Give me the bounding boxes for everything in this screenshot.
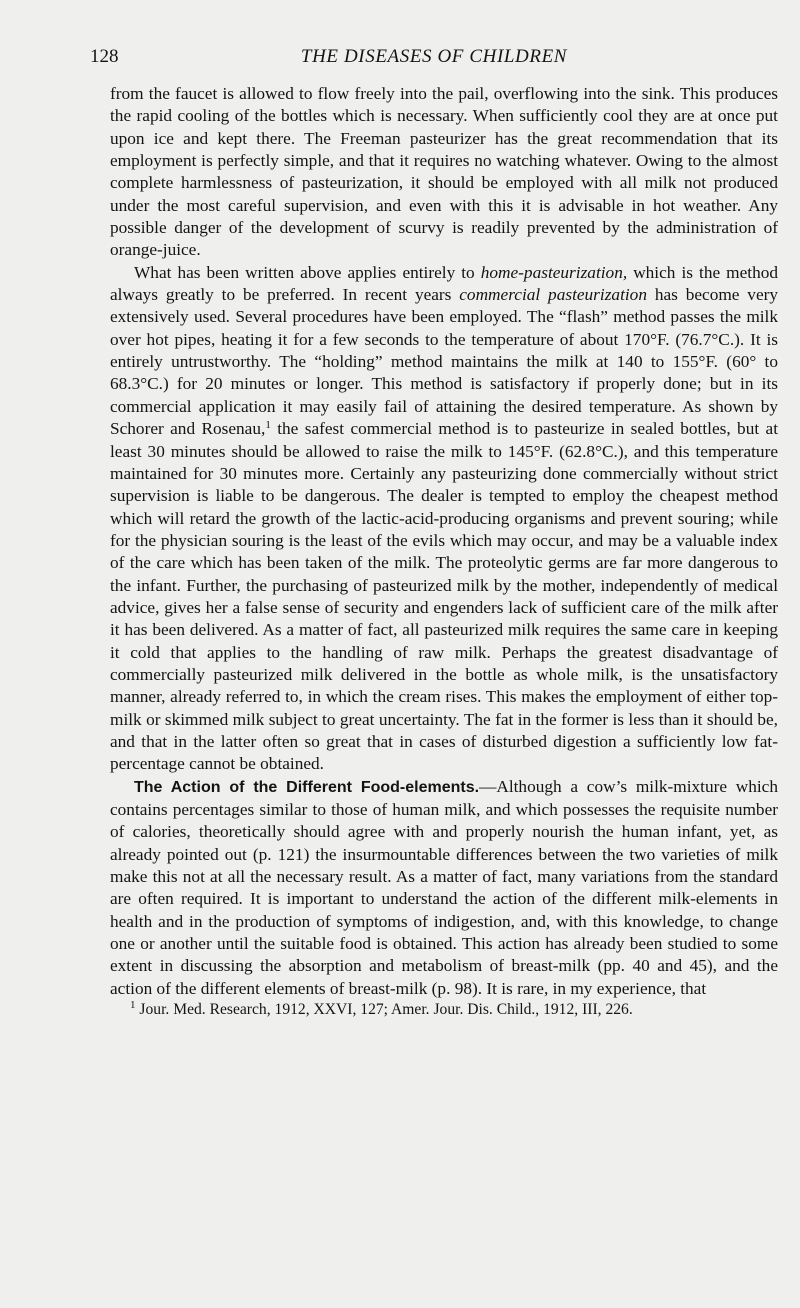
running-head: THE DISEASES OF CHILDREN <box>300 46 568 67</box>
paragraph-text: —Although a cow’s milk-mixture which contains percentages similar to those of human milk, and which possesses the requisite number of calories, theoretically should agree with and properly nourish the human infant, yet, as already pointed out (p. 121) the insurmountable differences between the two varieties of milk make this not at all the necessary result. As a matter of fact, many variations from the standard are often required. It is important to understand the action of the different milk-elements in health and in the production of symptoms of indigestion, and, with this knowledge, to change one or another until the suitable food is obtained. This action has already been studied to some extent in discussing the absorption and metabolism of breast-milk (pp. 40 and 45), and the action of the different elements of breast-milk (p. 98). It is rare, in my experience, that <box>110 776 778 998</box>
body-text <box>110 83 778 1020</box>
paragraph-continuation: from the faucet is allowed to flow freely into the pail, overflowing into the sink. This produces the rapid cooling of the bottles which is necessary. When sufficiently cool they are at once put upon ice and kept there. The Freeman pasteurizer has the great recommendation that its employment is perfectly simple, and that it requires no watching whatever. Owing to the almost complete harmlessness of pasteurization, it should be employed with all milk not produced under the most careful supervision, and even with this it is advisable in hot weather. Any possible danger of the development of scurvy is readily prevented by the administration of orange-juice. <box>110 84 778 260</box>
footnote <box>110 1000 778 1020</box>
paragraph-pasteurization <box>110 262 778 776</box>
page-header <box>90 46 778 74</box>
emphasis-commercial-pasteurization: commercial pasteurization <box>459 285 647 305</box>
footnote-reference: 1 <box>265 419 271 432</box>
section-heading: The Action of the Different Food-elements. <box>134 778 480 796</box>
paragraph-food-elements <box>110 776 778 1000</box>
emphasis-home-pasteurization: home-pasteurization, <box>480 262 628 282</box>
paragraph-text: which is the method always greatly to be preferred. In recent years <box>110 262 778 305</box>
footnote-marker: 1 <box>130 999 136 1012</box>
page-number: 128 <box>90 46 119 67</box>
paragraph-text: What has been written above applies entirely to <box>134 262 481 282</box>
footnote-text: Jour. Med. Research, 1912, XXVI, 127; Amer. Jour. Dis. Child., 1912, III, 226. <box>139 1001 633 1019</box>
paragraph-text: the safest commercial method is to pasteurize in sealed bottles, but at least 30 minutes should be allowed to raise the milk to 145°F. (62.8°C.), and this temperature maintained for 30 minutes more. Certainly any pasteurizing done commercially without strict supervision is liable to be dangerous. The dealer is tempted to employ the cheapest method which will retard the growth of the lactic-acid-producing organisms and prevent souring; while for the physician souring is the least of the evils which may occur, and may be a valuable index of the care which has been taken of the milk. The proteolytic germs are far more dangerous to the infant. Further, the purchasing of pasteurized milk by the mother, independently of medical advice, gives her a false sense of security and engenders lack of sufficient care of the milk after it has been delivered. As a matter of fact, all pasteurized milk requires the same care in keeping it cold that applies to the handling of raw milk. Perhaps the greatest disadvantage of commercially pasteurized milk delivered in the bottle as whole milk, is the unsatisfactory manner, already referred to, in which the cream rises. This makes the employment of either top-milk or skimmed milk subject to great uncertainty. The fat in the former is less than it should be, and that in the latter often so great that in cases of disturbed digestion a sufficiently low fat-percentage cannot be obtained. <box>110 419 779 774</box>
paragraph-text: has become very extensively used. Several procedures have been employed. The “flash” method passes the milk over hot pipes, heating it for a few seconds to the temperature of about 170°F. (76.7°C.). It is entirely untrustworthy. The “holding” method maintains the milk at 140 to 155°F. (60° to 68.3°C.) for 20 minutes or longer. This method is satisfactory if properly done; but in its commercial application it may easily fail of attaining the desired temperature. As shown by Schorer and Rosenau, <box>110 285 779 439</box>
